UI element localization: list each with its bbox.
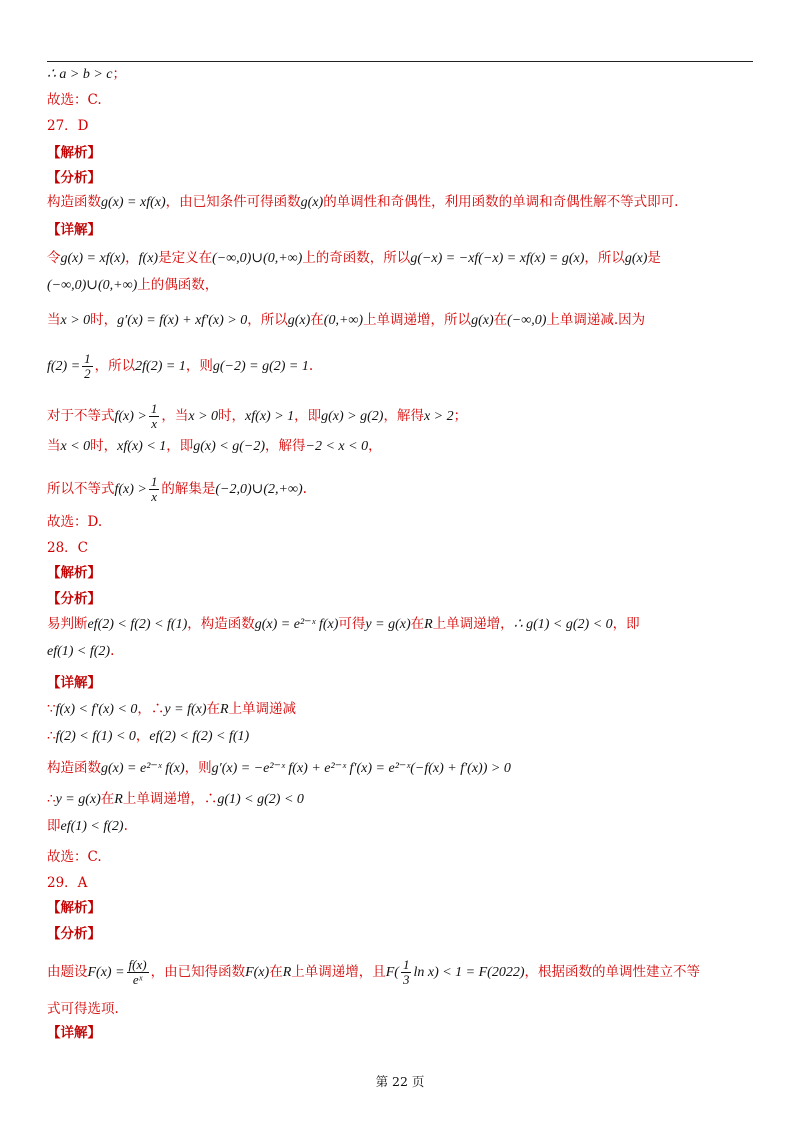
body-text: 故选：D. <box>47 514 103 530</box>
body-text: 可得 <box>338 616 366 632</box>
body-text: 上单调递增， <box>432 616 514 632</box>
body-text: 故选：C. <box>47 849 102 865</box>
body-text: 由题设 <box>47 964 88 980</box>
body-text: 在 <box>493 312 508 328</box>
body-text: 当 <box>47 312 61 328</box>
body-text: 的解集是 <box>161 481 216 497</box>
body-text: 令 <box>47 250 61 266</box>
math-expression: g′(x) = f(x) + xf′(x) > 0 <box>117 313 248 328</box>
body-text: . <box>110 643 115 659</box>
fraction-denominator: eˣ <box>132 972 143 987</box>
math-expression: g(x) > g(2) <box>321 409 384 424</box>
math-expression: f(2) < f(1) < 0 <box>55 729 136 744</box>
math-expression: ef(2) < f(2) < f(1) <box>87 617 188 632</box>
section-heading: 【分析】 <box>47 591 101 607</box>
text-line-l16 <box>47 538 88 558</box>
body-text: 上单调递减 <box>228 701 297 717</box>
body-text: ∵ <box>47 701 56 717</box>
body-text: ， <box>368 438 382 454</box>
text-line-l33 <box>47 1023 101 1043</box>
fraction <box>127 958 149 987</box>
body-text: 时， <box>90 312 118 328</box>
section-heading: 【分析】 <box>47 926 101 942</box>
text-line-l24 <box>47 758 511 779</box>
math-expression: g(x) < g(−2) <box>193 439 266 454</box>
body-text: . <box>308 358 314 374</box>
math-expression: F(x) = <box>87 965 125 980</box>
text-line-l23 <box>47 726 249 747</box>
fraction-denominator: x <box>151 489 158 504</box>
body-text: 28．C <box>47 540 89 556</box>
body-text: ，所以 <box>584 250 625 266</box>
body-text: 上单调递增，且 <box>291 964 386 980</box>
math-expression: F( <box>385 965 399 980</box>
math-expression: x > 0 <box>60 313 91 328</box>
fraction-numerator: f(x) <box>128 957 147 972</box>
text-line-l30 <box>47 924 101 944</box>
body-text: ，当 <box>161 408 189 424</box>
math-expression: ln x) < 1 = F(2022) <box>413 965 525 980</box>
text-line-l09 <box>47 275 218 296</box>
body-text: 29．A <box>47 875 88 891</box>
math-expression: ∴ g(1) < g(2) < 0 <box>513 617 613 632</box>
body-text: ， <box>125 250 139 266</box>
fraction-denominator: x <box>151 416 158 431</box>
fraction-numerator: 1 <box>402 957 410 972</box>
math-expression: g(x) = e²⁻ˣ f(x) <box>101 761 185 776</box>
body-text: 式可得选项. <box>47 1001 119 1017</box>
body-text: ，所以 <box>247 312 288 328</box>
math-expression: g(x) <box>624 251 648 266</box>
text-line-l08 <box>47 248 661 269</box>
header-rule <box>47 61 753 62</box>
math-expression: g(x) = xf(x) <box>60 251 126 266</box>
math-expression: y = g(x) <box>55 792 101 807</box>
text-line-l25 <box>47 789 304 810</box>
math-expression: ef(1) < f(2) <box>47 644 111 659</box>
page-number: 第 22 页 <box>375 1074 425 1089</box>
math-expression: y = f(x) <box>164 702 207 717</box>
math-expression: x < 0 <box>60 439 91 454</box>
math-expression: g(x) <box>471 313 494 328</box>
text-line-l18 <box>47 589 101 609</box>
body-text: 上单调递增，所以 <box>363 312 472 328</box>
text-line-l32 <box>47 999 119 1019</box>
body-text: 上的奇函数，所以 <box>302 250 411 266</box>
math-expression: g(−2) = g(2) = 1 <box>212 359 309 374</box>
body-text: 故选：C. <box>47 92 102 108</box>
body-text: 在 <box>310 312 324 328</box>
body-text: ，∴ <box>137 701 165 717</box>
body-text: ，即 <box>294 408 322 424</box>
math-expression: R <box>114 792 123 807</box>
section-heading: 【解析】 <box>47 565 101 581</box>
text-line-l05 <box>47 168 101 188</box>
math-expression: ef(2) < f(2) < f(1) <box>149 729 250 744</box>
section-heading: 【解析】 <box>47 900 101 916</box>
body-text: . <box>123 818 128 834</box>
math-expression: −2 < x < 0 <box>305 439 369 454</box>
text-line-l14 <box>47 475 307 504</box>
body-text: 上的偶函数， <box>137 277 219 293</box>
body-text: 当 <box>47 438 61 454</box>
body-text: 即 <box>47 818 61 834</box>
math-expression: (−∞,0) <box>507 313 547 328</box>
body-text: 构造函数 <box>47 194 101 210</box>
body-text: ，所以 <box>94 358 136 374</box>
text-line-l13 <box>47 436 382 457</box>
math-expression: R <box>424 617 433 632</box>
math-expression: g(−x) = −xf(−x) = xf(x) = g(x) <box>410 251 585 266</box>
text-line-l04 <box>47 143 101 163</box>
section-heading: 【详解】 <box>47 675 101 691</box>
section-heading: 【详解】 <box>47 222 101 238</box>
math-expression: (−2,0)∪(2,+∞) <box>215 482 303 497</box>
math-expression: g′(x) = −e²⁻ˣ f(x) + e²⁻ˣ f′(x) = e²⁻ˣ(−f(x) + f′(x)) > 0 <box>211 761 511 776</box>
body-text: ，则 <box>184 760 212 776</box>
math-expression: 2f(2) = 1 <box>135 359 186 374</box>
fraction-numerator: 1 <box>150 401 158 416</box>
text-line-l26 <box>47 816 128 837</box>
math-expression: g(x) = e²⁻ˣ f(x) <box>254 617 339 632</box>
section-heading: 【详解】 <box>47 1025 101 1041</box>
math-expression: xf(x) > 1 <box>245 409 295 424</box>
text-line-l01 <box>47 64 126 85</box>
body-text: 是 <box>647 250 661 266</box>
body-text: 所以不等式 <box>47 481 115 497</box>
fraction <box>149 402 160 431</box>
math-expression: f(x) > <box>114 409 147 424</box>
text-line-l22 <box>47 699 296 720</box>
text-line-l21 <box>47 673 101 693</box>
math-expression: F(x) <box>245 965 270 980</box>
text-line-l15 <box>47 512 102 532</box>
section-heading: 【解析】 <box>47 145 101 161</box>
body-text: 时， <box>90 438 118 454</box>
body-text: 在 <box>269 964 283 980</box>
text-line-l02 <box>47 90 102 110</box>
fraction <box>149 475 160 504</box>
body-text: ∴ <box>47 791 56 807</box>
text-line-l29 <box>47 898 101 918</box>
text-line-l07 <box>47 220 101 240</box>
body-text: ，由已知得函数 <box>150 964 246 980</box>
text-line-l03 <box>47 116 89 136</box>
math-expression: R <box>220 702 229 717</box>
body-text: 易判断 <box>47 616 88 632</box>
body-text: ，由已知条件可得函数 <box>165 194 301 210</box>
body-text: ， <box>135 728 150 744</box>
body-text: 上单调递增，∴ <box>122 791 218 807</box>
text-line-l27 <box>47 847 102 867</box>
body-text: ； <box>453 408 468 424</box>
fraction-numerator: 1 <box>150 474 158 489</box>
body-text: ，构造函数 <box>187 616 255 632</box>
math-expression: f(x) > <box>114 482 147 497</box>
text-line-l20 <box>47 641 114 662</box>
section-heading: 【分析】 <box>47 170 101 186</box>
text-line-l28 <box>47 873 87 893</box>
text-line-l17 <box>47 563 101 583</box>
body-text: ，根据函数的单调性建立不等 <box>524 964 701 980</box>
body-text: 在 <box>100 791 115 807</box>
body-text: . <box>302 481 307 497</box>
math-expression: g(x) <box>300 195 324 210</box>
math-expression: f(x) < f′(x) < 0 <box>55 702 138 717</box>
text-line-l10 <box>47 310 645 331</box>
math-expression: x > 2 <box>423 409 454 424</box>
body-text: 27．D <box>47 118 89 134</box>
body-text: ，解得 <box>383 408 424 424</box>
fraction-denominator: 2 <box>84 366 91 381</box>
math-expression: f(2) = <box>47 359 81 374</box>
fraction <box>401 958 412 987</box>
body-text: 时， <box>218 408 246 424</box>
math-expression: R <box>282 965 292 980</box>
body-text: 构造函数 <box>47 760 101 776</box>
math-expression: (−∞,0)∪(0,+∞) <box>212 251 303 266</box>
math-expression: f(x) <box>138 251 159 266</box>
body-text: ∴ <box>47 728 56 744</box>
text-line-l11 <box>47 352 313 381</box>
text-line-l19 <box>47 614 640 635</box>
body-text: ，即 <box>166 438 194 454</box>
body-text: ，即 <box>612 616 640 632</box>
text-line-l12 <box>47 402 467 431</box>
math-expression: (0,+∞) <box>323 313 364 328</box>
body-text: ，则 <box>185 358 213 374</box>
math-expression: ef(1) < f(2) <box>60 819 124 834</box>
body-text: 在 <box>410 616 425 632</box>
math-expression: y = g(x) <box>365 617 411 632</box>
text-line-l31 <box>47 958 700 987</box>
text-line-l06 <box>47 192 678 213</box>
body-text: 对于不等式 <box>47 408 115 424</box>
math-expression: x > 0 <box>188 409 219 424</box>
math-expression: (−∞,0)∪(0,+∞) <box>47 278 138 293</box>
body-text: 上单调递减.因为 <box>546 312 646 328</box>
body-text: 的单调性和奇偶性，利用函数的单调和奇偶性解不等式即可. <box>323 194 679 210</box>
math-expression: g(x) = xf(x) <box>101 195 166 210</box>
fraction-numerator: 1 <box>84 351 91 366</box>
fraction-denominator: 3 <box>402 972 410 987</box>
math-expression: ∴ a > b > c <box>47 67 113 82</box>
body-text: ，解得 <box>265 438 306 454</box>
math-expression: g(1) < g(2) < 0 <box>217 792 304 807</box>
body-text: ； <box>112 66 127 82</box>
body-text: 在 <box>206 701 220 717</box>
body-text: 是定义在 <box>158 250 213 266</box>
fraction <box>82 352 93 381</box>
math-expression: xf(x) < 1 <box>117 439 167 454</box>
math-expression: g(x) <box>287 313 311 328</box>
